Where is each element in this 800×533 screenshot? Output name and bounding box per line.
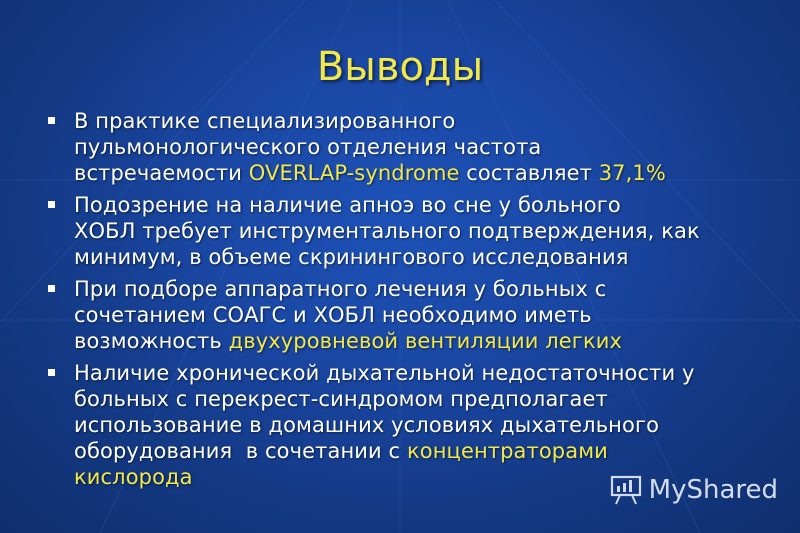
watermark[interactable] <box>609 475 778 505</box>
text-line: При подборе аппаратного лечения у больных с <box>74 277 607 301</box>
text-span: возможность <box>74 329 229 353</box>
highlight-text: кислорода <box>74 465 193 489</box>
text-line <box>74 438 766 464</box>
highlight-text: 37,1% <box>598 161 666 185</box>
bullet-text <box>74 276 766 354</box>
highlight-text: OVERLAP-syndrome <box>248 161 460 185</box>
highlight-text: двухуровневой вентиляции легких <box>228 329 623 353</box>
slide-title: Выводы <box>316 44 484 90</box>
bullet-square-icon <box>48 285 55 292</box>
bullet-item <box>46 276 766 354</box>
bullet-square-icon <box>48 369 55 376</box>
text-line: использование в домашних условиях дыхательного <box>74 413 660 437</box>
bullet-square-icon <box>48 117 55 124</box>
bullet-text <box>74 360 766 490</box>
bullet-list <box>46 108 766 496</box>
bullet-text <box>74 108 766 186</box>
text-span: оборудования в сочетании с <box>74 439 407 463</box>
text-line: Наличие хронической дыхательной недостаточности у <box>74 361 695 385</box>
text-line: ХОБЛ требует инструментального подтверждения, как <box>74 219 700 243</box>
bullet-item <box>46 108 766 186</box>
bullet-text <box>74 192 766 270</box>
text-line <box>74 160 766 186</box>
text-line: минимум, в объеме скринингового исследования <box>74 245 629 269</box>
bullet-item <box>46 192 766 270</box>
text-line <box>74 328 766 354</box>
text-line: сочетанием СОАГС и ХОБЛ необходимо иметь <box>74 303 592 327</box>
text-line: Подозрение на наличие апноэ во сне у больного <box>74 193 621 217</box>
text-span: встречаемости <box>74 161 249 185</box>
presentation-board-icon <box>609 475 643 505</box>
watermark-text: MyShared <box>648 475 778 505</box>
bullet-item <box>46 360 766 490</box>
text-line: пульмонологического отделения частота <box>74 135 542 159</box>
text-span: составляет <box>459 161 599 185</box>
bullet-square-icon <box>48 201 55 208</box>
text-line: В практике специализированного <box>74 109 456 133</box>
text-line: больных с перекрест-синдромом предполагает <box>74 387 608 411</box>
highlight-text: концентраторами <box>406 439 608 463</box>
